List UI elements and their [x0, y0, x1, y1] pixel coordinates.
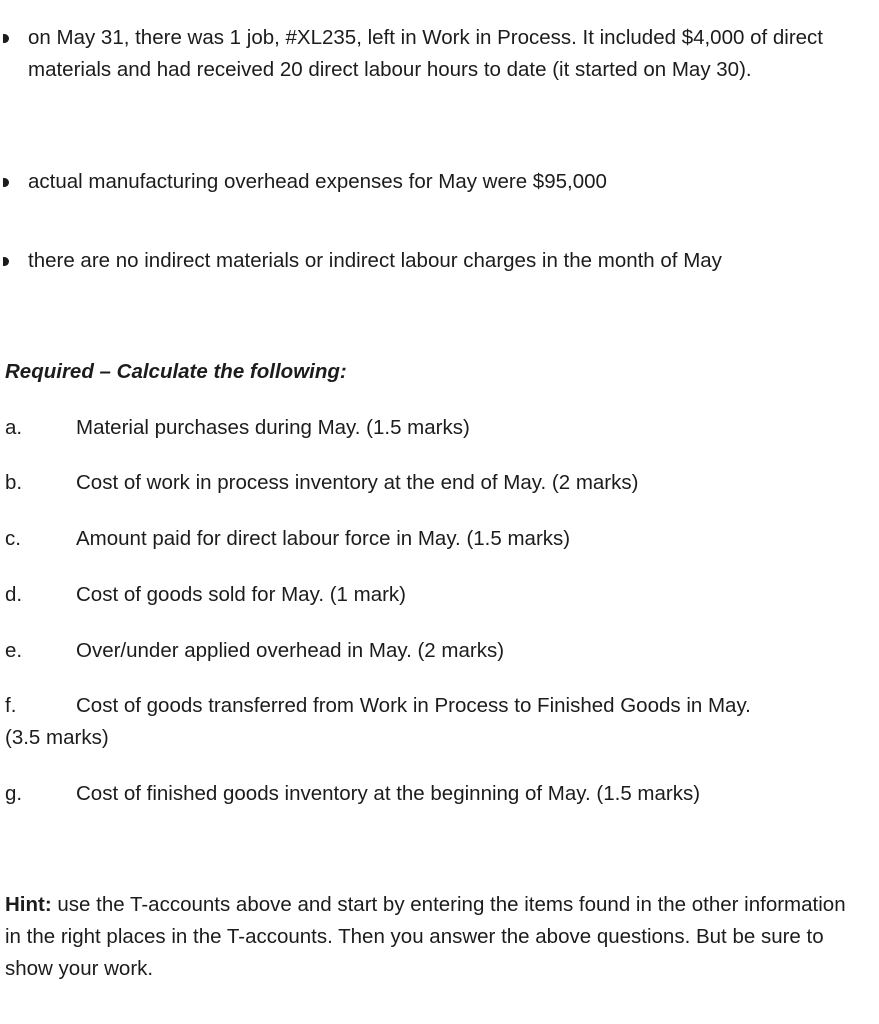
bullet-item-overhead	[0, 166, 860, 198]
question-letter: b.	[5, 471, 23, 494]
question-text: Cost of goods transferred from Work in Process to Finished Goods in May.	[76, 694, 751, 717]
bullet-icon	[3, 257, 9, 266]
question-text: Material purchases during May. (1.5 marks)	[76, 416, 470, 439]
bullet-text: actual manufacturing overhead expenses for May were $95,000	[28, 170, 607, 193]
question-text: Cost of finished goods inventory at the beginning of May. (1.5 marks)	[76, 782, 701, 805]
hint-paragraph	[5, 889, 855, 985]
question-letter: e.	[5, 639, 23, 662]
bullet-icon	[3, 34, 9, 43]
question-text: Amount paid for direct labour force in May. (1.5 marks)	[76, 527, 571, 550]
hint-text: use the T-accounts above and start by entering the items found in the other information in the right places in the T-accounts. Then you answer the above questions. But be sure to show your work.	[5, 893, 846, 980]
question-letter: c.	[5, 527, 21, 550]
bullet-text: on May 31, there was 1 job, #XL235, left in Work in Process. It included $4,000 of direct materials and had received 20 direct labour hours to date (it started on May 30).	[28, 26, 824, 81]
hint-label: Hint:	[5, 893, 52, 916]
question-text: Cost of goods sold for May. (1 mark)	[76, 583, 407, 606]
question-letter: a.	[5, 416, 23, 439]
question-letter: g.	[5, 782, 23, 805]
question-continuation: (3.5 marks)	[5, 726, 109, 749]
question-letter: f.	[5, 694, 17, 717]
question-f	[5, 690, 865, 754]
question-letter: d.	[5, 583, 23, 606]
bullet-icon	[3, 178, 9, 187]
question-text: Cost of work in process inventory at the end of May. (2 marks)	[76, 471, 639, 494]
bullet-item-wip-job	[0, 22, 860, 86]
bullet-text: there are no indirect materials or indirect labour charges in the month of May	[28, 249, 722, 272]
required-heading: Required – Calculate the following:	[5, 360, 347, 383]
bullet-item-indirect	[0, 245, 860, 277]
question-text: Over/under applied overhead in May. (2 marks)	[76, 639, 505, 662]
